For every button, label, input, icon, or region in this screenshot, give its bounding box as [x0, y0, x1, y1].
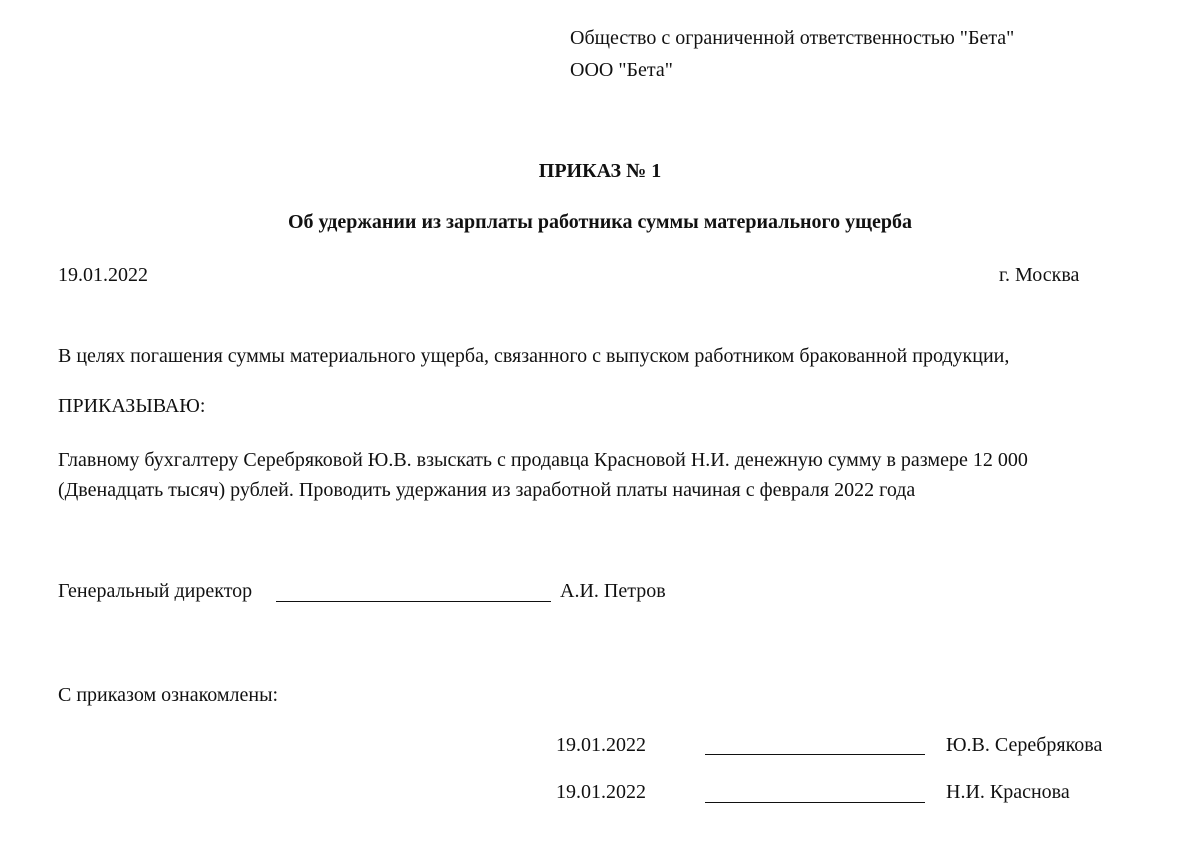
instruction-line-2: (Двенадцать тысяч) рублей. Проводить удержания из заработной платы начиная с февраля 2022 года — [58, 479, 916, 501]
instruction-line-1: Главному бухгалтеру Серебряковой Ю.В. взыскать с продавца Красновой Н.И. денежную сумму в размере 12 000 — [58, 449, 1028, 471]
director-signature-line — [276, 601, 551, 602]
order-date: 19.01.2022 — [58, 264, 148, 286]
acknowledgement-name: Ю.В. Серебрякова — [946, 734, 1103, 756]
acknowledgement-date: 19.01.2022 — [556, 734, 646, 756]
acknowledgement-date: 19.01.2022 — [556, 781, 646, 803]
acknowledgement-name: Н.И. Краснова — [946, 781, 1070, 803]
acknowledgement-heading: С приказом ознакомлены: — [58, 684, 279, 706]
organization-short-name: ООО "Бета" — [570, 59, 673, 81]
order-title: ПРИКАЗ № 1 — [538, 160, 662, 182]
organization-full-name: Общество с ограниченной ответственностью "Бета" — [570, 27, 1015, 49]
order-subject: Об удержании из зарплаты работника суммы материального ущерба — [287, 211, 913, 233]
preamble-text: В целях погашения суммы материального ущерба, связанного с выпуском работником бракованной продукции, — [58, 345, 1010, 367]
order-city: г. Москва — [999, 264, 1080, 286]
order-word: ПРИКАЗЫВАЮ: — [58, 395, 206, 417]
signatory-position: Генеральный директор — [58, 580, 253, 602]
acknowledgement-signature-line — [705, 754, 925, 755]
acknowledgement-signature-line — [705, 802, 925, 803]
signatory-name: А.И. Петров — [560, 580, 666, 602]
